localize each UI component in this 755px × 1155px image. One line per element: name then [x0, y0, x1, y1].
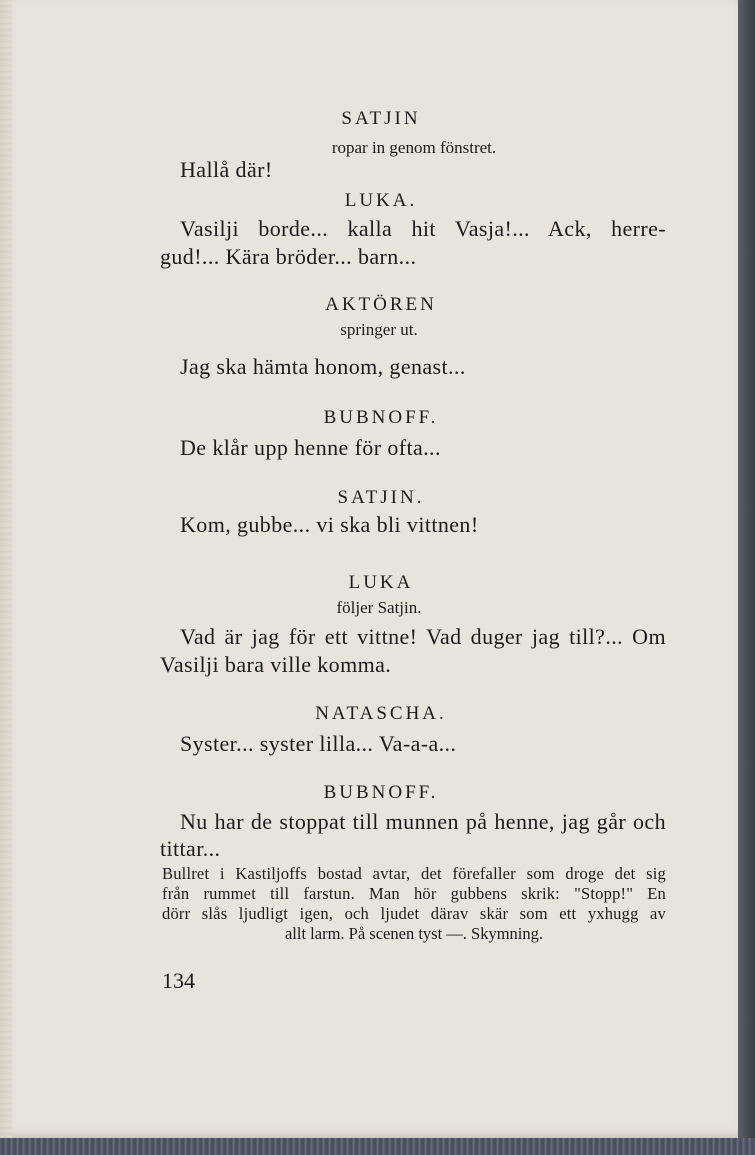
- dialogue-line-continued: gud!... Kära bröder... barn...: [160, 244, 417, 269]
- stage-direction-paragraph-line: dörr slås ljudligt igen, och ljudet därav skär som ett yxhugg av: [162, 904, 666, 923]
- dialogue-line: Kom, gubbe... vi ska bli vittnen!: [180, 512, 479, 537]
- page-number: 134: [162, 968, 195, 993]
- speaker-satjin: SATJIN.: [337, 487, 425, 508]
- speaker-luka: LUKA: [348, 572, 414, 593]
- speaker-luka: LUKA.: [344, 190, 418, 211]
- dialogue-line: Syster... syster lilla... Va-a-a...: [180, 731, 457, 756]
- speaker-bubnoff: BUBNOFF.: [323, 782, 439, 803]
- dialogue-line: Vasilji borde... kalla hit Vasja!... Ack, herre-: [180, 216, 666, 241]
- stage-direction-paragraph-line: Bullret i Kastiljoffs bostad avtar, det förefaller som droge det sig: [162, 864, 666, 883]
- background-edge: [0, 1138, 755, 1155]
- stage-direction-paragraph-line: från rummet till farstun. Man hör gubbens skrik: "Stopp!" En: [162, 884, 666, 903]
- speaker-bubnoff: BUBNOFF.: [323, 407, 439, 428]
- dialogue-line: Nu har de stoppat till munnen på henne, jag går och: [180, 809, 666, 834]
- stage-direction-paragraph-line: allt larm. På scenen tyst —. Skymning.: [284, 924, 543, 943]
- dialogue-line-continued: Vasilji bara ville komma.: [160, 652, 392, 677]
- dialogue-line: De klår upp henne för ofta...: [180, 435, 441, 460]
- dialogue-line: Hallå där!: [180, 157, 273, 182]
- background-edge: [738, 0, 755, 1155]
- dialogue-line: Jag ska hämta honom, genast...: [180, 354, 466, 379]
- speaker-aktoren: AKTÖREN: [325, 294, 437, 315]
- speaker-satjin: SATJIN: [341, 108, 421, 129]
- dialogue-line-continued: tittar...: [160, 836, 221, 861]
- dialogue-line: Vad är jag för ett vittne! Vad duger jag till?... Om: [180, 624, 666, 649]
- speaker-natascha: NATASCHA.: [315, 703, 447, 724]
- stage-direction: ropar in genom fönstret.: [331, 138, 497, 157]
- stage-direction: springer ut.: [340, 320, 418, 339]
- stage-direction: följer Satjin.: [336, 598, 422, 617]
